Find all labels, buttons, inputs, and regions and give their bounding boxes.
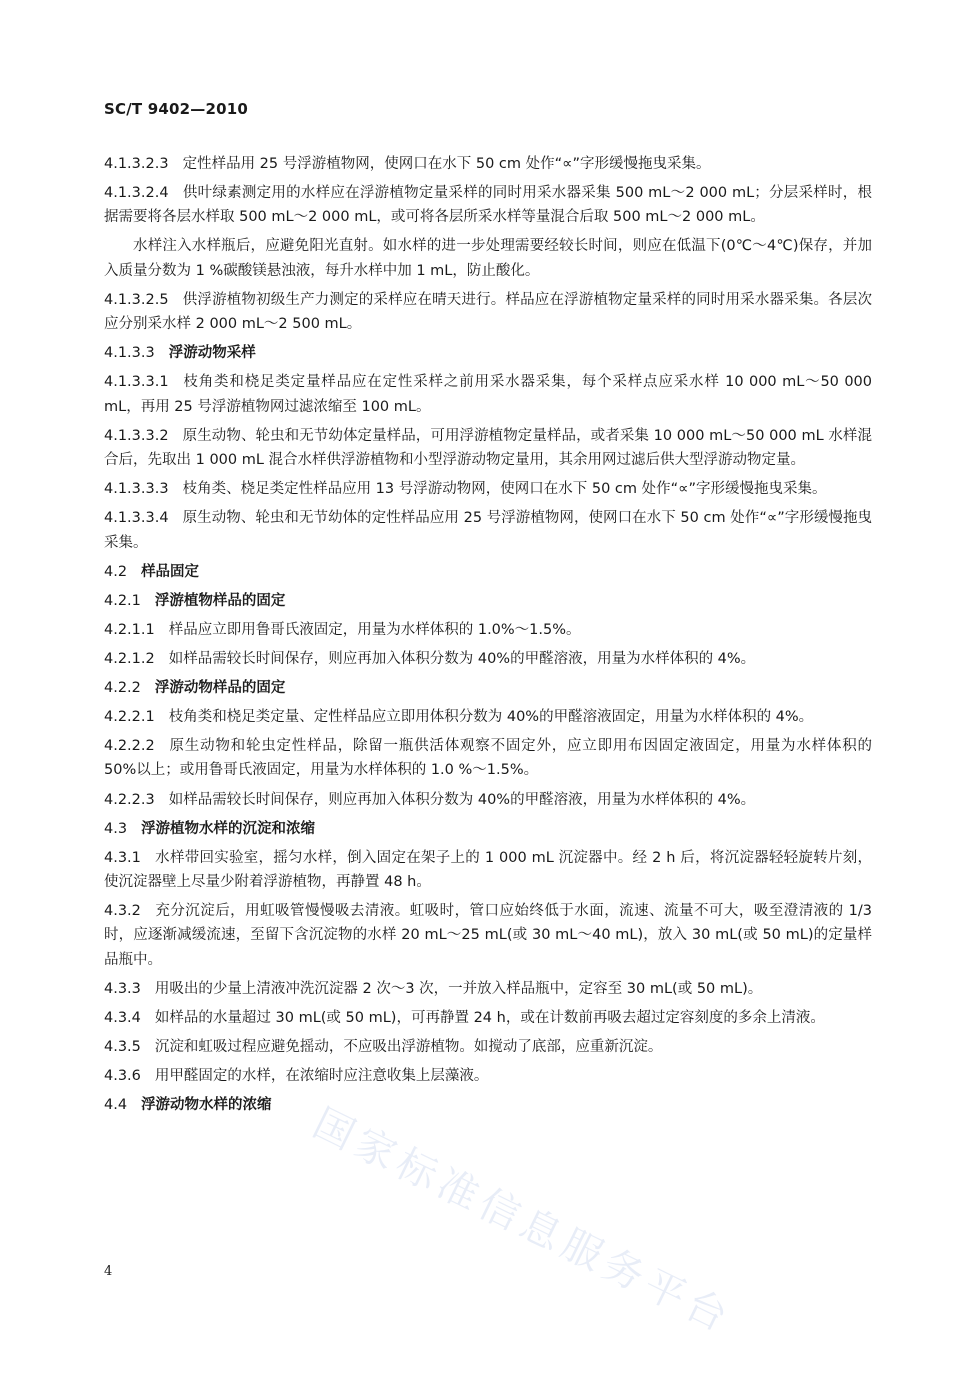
clause-number: 4.1.3.2.5 (104, 291, 169, 308)
clause-text: 浮游植物水样的沉淀和浓缩 (141, 820, 316, 837)
clause-paragraph (104, 846, 872, 895)
clause-paragraph (104, 977, 872, 1001)
clause-text: 水样注入水样瓶后，应避免阳光直射。如水样的进一步处理需要经较长时间，则应在低温下(0℃～4℃)保存，并加入质量分数为 1 %碳酸镁悬浊液，每升水样中加 1 mL，防止酸化。 (104, 238, 872, 279)
page-number: 4 (104, 1264, 113, 1279)
clause-number: 4.2.1 (104, 592, 141, 609)
clause-text: 枝角类、桡足类定性样品应用 13 号浮游动物网，使网口在水下 50 cm 处作“∝”字形缓慢拖曳采集。 (182, 481, 827, 498)
document-code-header: SC/T 9402—2010 (104, 100, 249, 118)
clause-number: 4.1.3.2.4 (104, 185, 169, 202)
clause-number: 4.1.3.3.3 (104, 481, 169, 498)
clause-paragraph (104, 705, 872, 729)
section-heading (104, 1093, 872, 1117)
clause-number: 4.2.2.2 (104, 738, 155, 755)
clause-text: 浮游动物采样 (168, 345, 256, 362)
clause-paragraph (104, 506, 872, 555)
clause-text: 样品应立即用鲁哥氏液固定，用量为水样体积的 1.0%～1.5%。 (168, 621, 581, 638)
clause-text: 浮游动物水样的浓缩 (141, 1097, 272, 1114)
clause-number: 4.3.2 (104, 903, 141, 920)
clause-paragraph (104, 788, 872, 812)
clause-text: 浮游植物样品的固定 (154, 592, 286, 609)
clause-text: 水样带回实验室，摇匀水样，倒入固定在架子上的 1 000 mL 沉淀器中。经 2 h 后，将沉淀器轻轻旋转片刻，使沉淀器壁上尽量少附着浮游植物，再静置 48 h。 (104, 849, 872, 891)
clause-number: 4.2.2.3 (104, 791, 155, 808)
section-heading (104, 341, 872, 365)
section-heading (104, 817, 872, 841)
clause-paragraph (104, 234, 872, 283)
clause-text: 枝角类和桡足类定量样品应在定性采样之前用采水器采集，每个采样点应采水样 10 000 mL～50 000 mL，再用 25 号浮游植物网过滤浓缩至 100 mL。 (104, 374, 872, 415)
section-heading (104, 589, 872, 613)
clause-number: 4.2.1.1 (104, 621, 155, 638)
clause-paragraph (104, 734, 872, 783)
clause-paragraph (104, 647, 872, 671)
clause-number: 4.1.3.3 (104, 345, 155, 362)
clause-text: 样品固定 (141, 563, 200, 580)
clause-text: 原生动物、轮虫和无节幼体的定性样品应用 25 号浮游植物网，使网口在水下 50 cm 处作“∝”字形缓慢拖曳采集。 (104, 510, 872, 551)
clause-paragraph (104, 370, 872, 419)
clause-text: 浮游动物样品的固定 (154, 680, 286, 696)
clause-number: 4.3.6 (104, 1068, 141, 1085)
watermark-text: 国家标准信息服务平台 (305, 1100, 740, 1344)
clause-paragraph (104, 477, 872, 501)
clause-text: 如样品的水量超过 30 mL(或 50 mL)，可再静置 24 h，或在计数前再吸去超过定容刻度的多余上清液。 (154, 1009, 825, 1026)
section-heading (104, 676, 872, 700)
clause-text: 供浮游植物初级生产力测定的采样应在晴天进行。样品应在浮游植物定量采样的同时用采水器采集。各层次应分别采水样 2 000 mL～2 500 mL。 (104, 291, 872, 333)
clause-number: 4.1.3.2.3 (104, 156, 169, 172)
document-body (104, 152, 872, 1122)
clause-number: 4.2 (104, 563, 128, 580)
clause-paragraph (104, 1064, 872, 1088)
clause-paragraph (104, 899, 872, 972)
clause-number: 4.3 (104, 820, 128, 837)
clause-paragraph (104, 181, 872, 230)
clause-number: 4.1.3.3.1 (104, 374, 169, 391)
clause-text: 原生动物、轮虫和无节幼体定量样品，可用浮游植物定量样品，或者采集 10 000 mL～50 000 mL 水样混合后，先取出 1 000 mL 混合水样供浮游植物和小型浮游动物定量用，其余用网过滤后供大型浮游动物定量。 (104, 427, 872, 469)
clause-number: 4.3.5 (104, 1039, 141, 1056)
clause-text: 沉淀和虹吸过程应避免摇动，不应吸出浮游植物。如搅动了底部，应重新沉淀。 (154, 1039, 663, 1056)
clause-paragraph (104, 288, 872, 337)
clause-text: 充分沉淀后，用虹吸管慢慢吸去清液。虹吸时，管口应始终低于水面，流速、流量不可大，吸至澄清液的 1/3 时，应逐渐减缓流速，至留下含沉淀物的水样 20 mL～25 mL(或 30 mL～40 mL)，放入 30 mL(或 50 mL)的定量样品瓶中。 (104, 903, 872, 968)
clause-text: 用甲醛固定的水样，在浓缩时应注意收集上层藻液。 (154, 1068, 489, 1085)
clause-text: 供叶绿素测定用的水样应在浮游植物定量采样的同时用采水器采集 500 mL～2 000 mL；分层采样时，根据需要将各层水样取 500 mL～2 000 mL，或可将各层所采水样等量混合后取 500 mL～2 000 mL。 (104, 185, 872, 226)
clause-paragraph (104, 1035, 872, 1059)
clause-text: 枝角类和桡足类定量、定性样品应立即用体积分数为 40%的甲醛溶液固定，用量为水样体积的 4%。 (168, 709, 814, 726)
clause-text: 定性样品用 25 号浮游植物网，使网口在水下 50 cm 处作“∝”字形缓慢拖曳采集。 (182, 156, 711, 172)
clause-paragraph (104, 1006, 872, 1030)
clause-paragraph (104, 618, 872, 642)
clause-number: 4.2.2 (104, 680, 141, 696)
clause-text: 如样品需较长时间保存，则应再加入体积分数为 40%的甲醛溶液，用量为水样体积的 4%。 (168, 791, 756, 808)
clause-text: 用吸出的少量上清液冲洗沉淀器 2 次～3 次，一并放入样品瓶中，定容至 30 mL(或 50 mL)。 (154, 980, 763, 997)
clause-text: 如样品需较长时间保存，则应再加入体积分数为 40%的甲醛溶液，用量为水样体积的 4%。 (168, 650, 756, 667)
clause-text: 原生动物和轮虫定性样品，除留一瓶供活体观察不固定外，应立即用布因固定液固定，用量为水样体积的 50%以上；或用鲁哥氏液固定，用量为水样体积的 1.0 %～1.5%。 (104, 738, 872, 779)
section-heading (104, 560, 872, 584)
clause-number: 4.3.1 (104, 849, 141, 866)
clause-number: 4.3.4 (104, 1009, 141, 1026)
clause-paragraph (104, 424, 872, 473)
clause-number: 4.4 (104, 1097, 128, 1114)
clause-paragraph (104, 152, 872, 176)
clause-number: 4.2.2.1 (104, 709, 155, 726)
clause-number: 4.2.1.2 (104, 650, 155, 667)
clause-number: 4.1.3.3.2 (104, 427, 169, 444)
clause-number: 4.3.3 (104, 980, 141, 997)
clause-number: 4.1.3.3.4 (104, 510, 169, 527)
